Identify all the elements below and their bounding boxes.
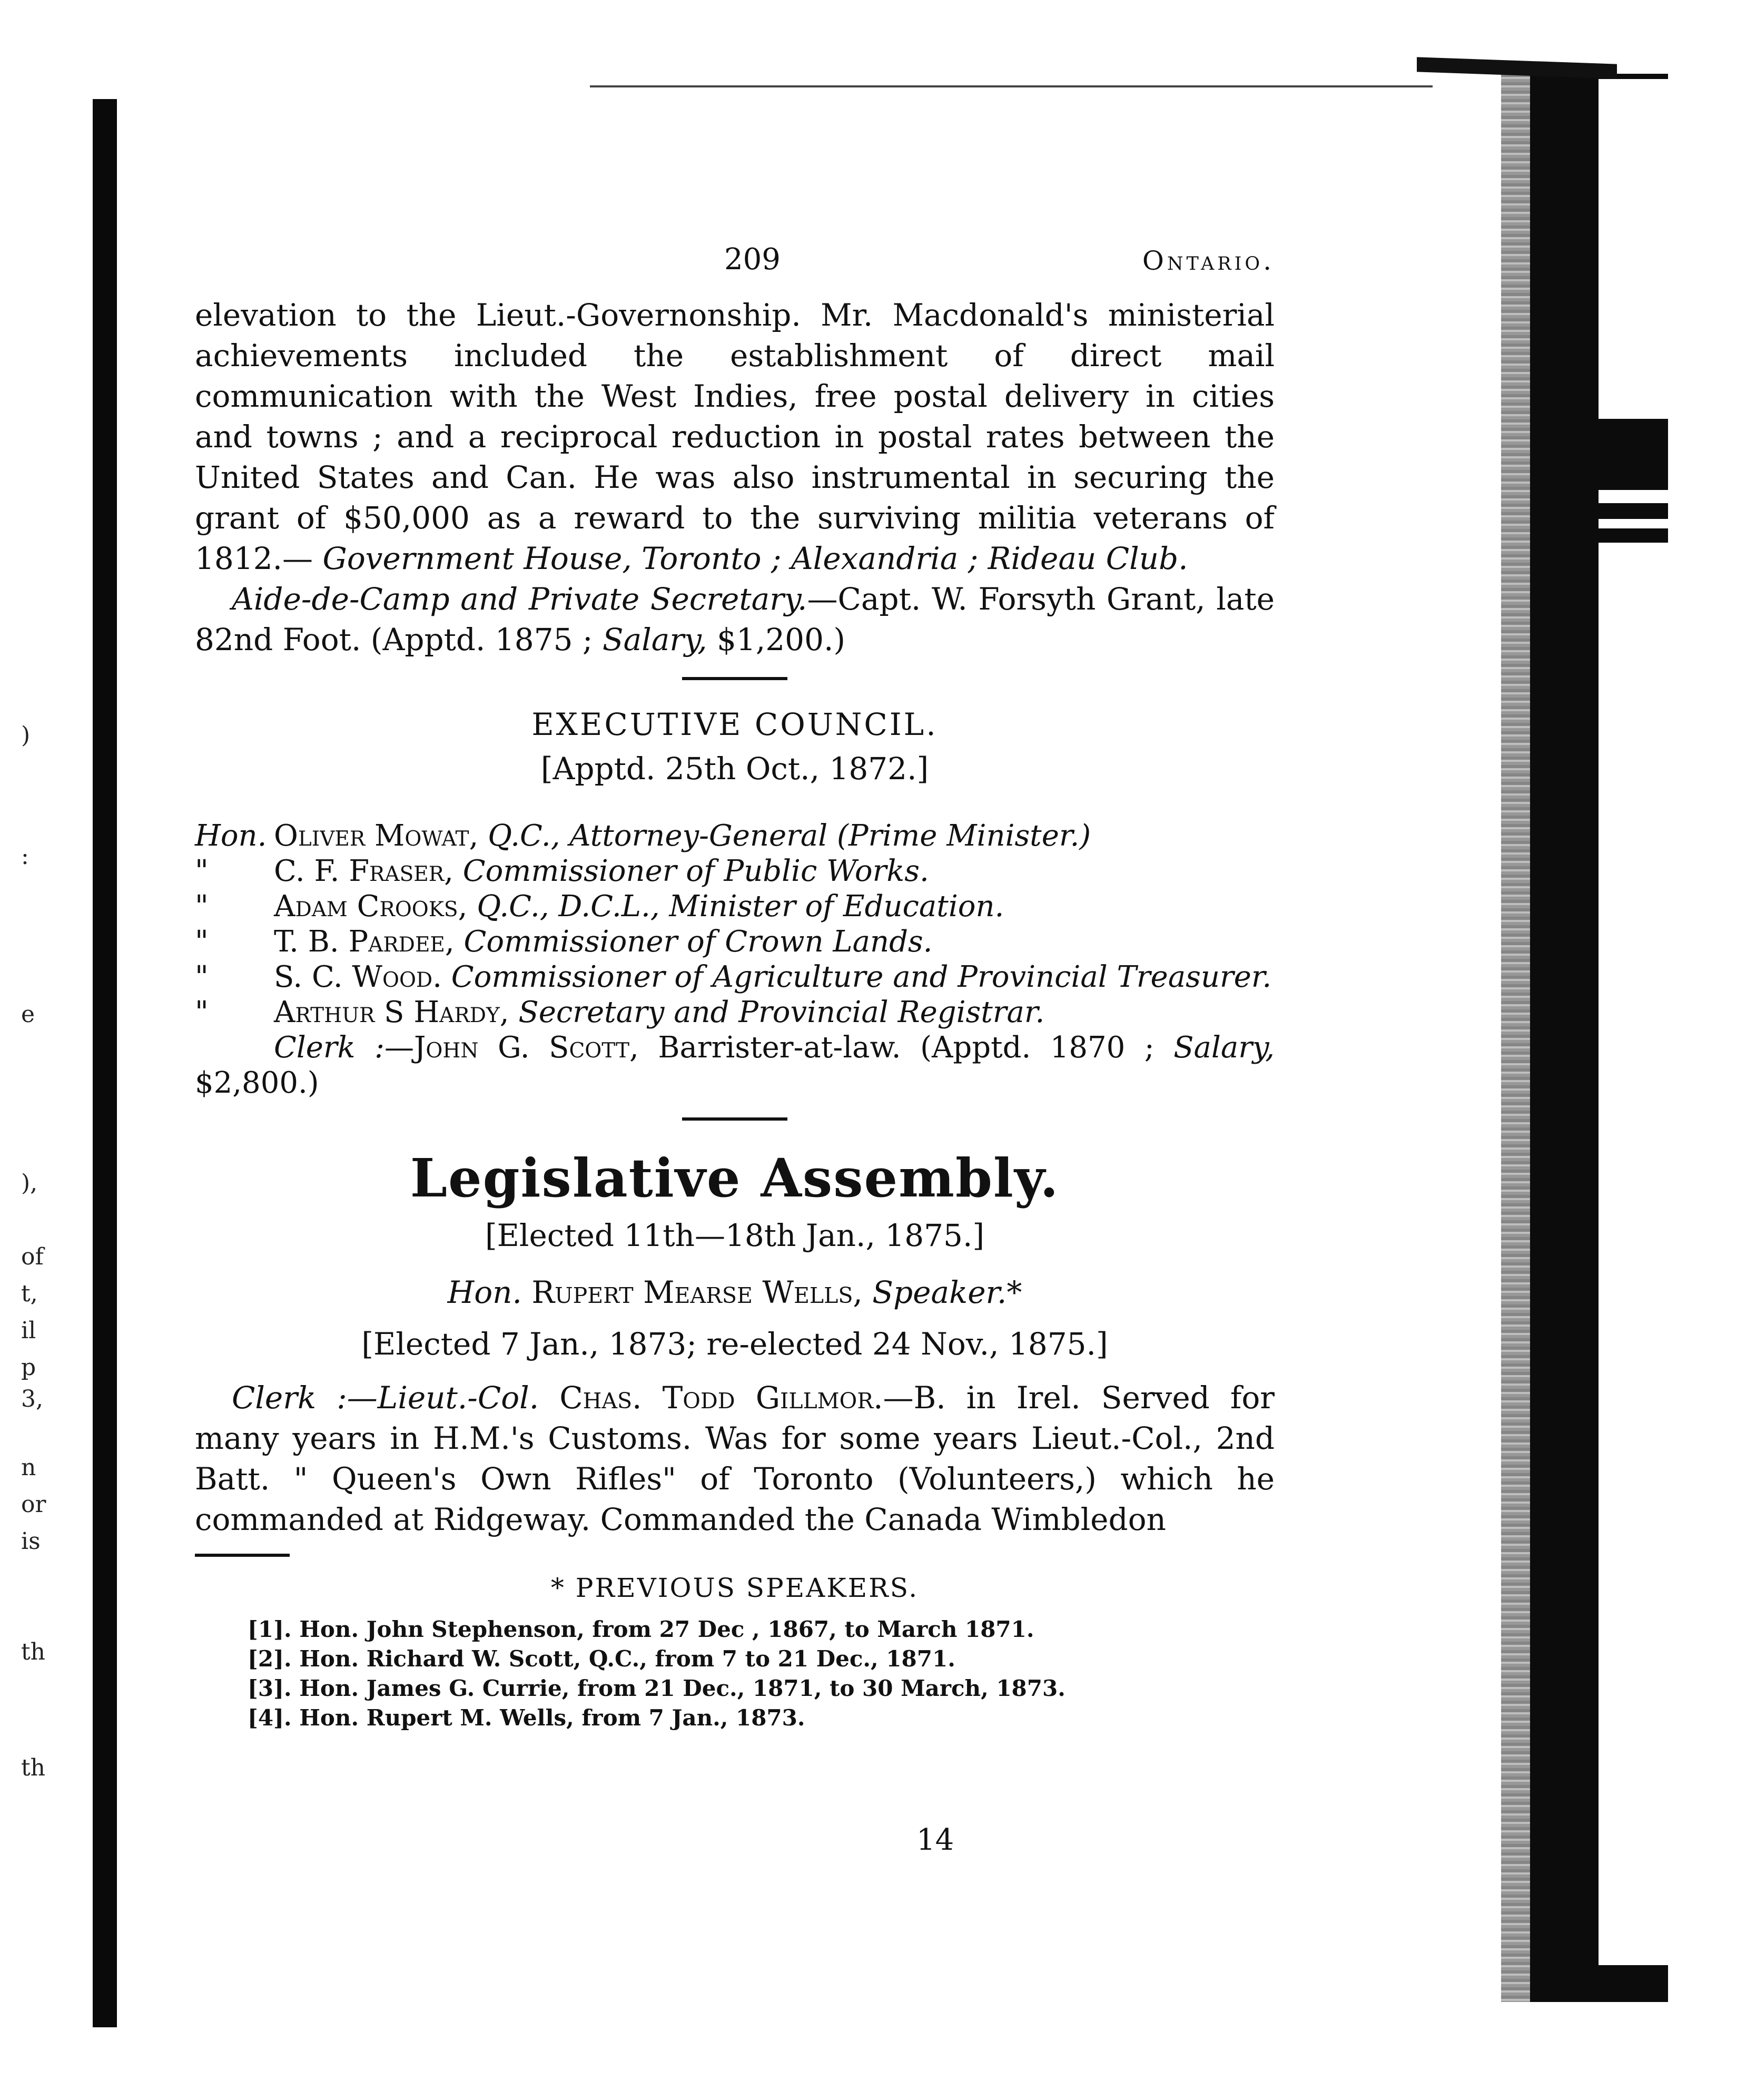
member-role: Secretary and Provincial Registrar. bbox=[509, 995, 1045, 1029]
residence: Government House, Toronto ; Alexandria ; Rideau Club. bbox=[322, 541, 1188, 576]
intro-section bbox=[195, 295, 1275, 660]
footnotes-list bbox=[248, 1615, 1275, 1733]
margin-fragment: is bbox=[21, 1528, 41, 1555]
clerk-salary-value: $2,800.) bbox=[195, 1066, 319, 1100]
aide-salary-label: Salary, bbox=[602, 622, 707, 658]
member-name: Arthur S Hardy, bbox=[274, 995, 509, 1029]
clerk-text: Barrister-at-law. (Apptd. 1870 ; bbox=[638, 1031, 1174, 1065]
page bbox=[195, 242, 1275, 1733]
scan-right-gap bbox=[1599, 519, 1669, 528]
footnotes-title: * PREVIOUS SPEAKERS. bbox=[550, 1573, 919, 1603]
member-row bbox=[195, 889, 1275, 924]
scan-top-line bbox=[590, 85, 1433, 87]
divider bbox=[682, 677, 787, 680]
member-role: Q.C., D.C.L., Minister of Education. bbox=[467, 889, 1004, 924]
intro-text: elevation to the Lieut.-Governonship. Mr. Macdonald's ministerial achievements included the establishment of direct mail communication with the West Indies, free postal delivery in cities and towns ; and a reciprocal reduction in postal rates between the United States and Can. He was also instrumental in securing the grant of $50,000 as a reward to the surviving militia veterans of 1812.— bbox=[195, 297, 1275, 576]
member-row bbox=[195, 818, 1275, 853]
aide-label: Aide-de-Camp and Private Secretary. bbox=[232, 581, 807, 617]
speaker-prefix: Hon. bbox=[447, 1274, 522, 1310]
margin-fragment: e bbox=[21, 1001, 35, 1028]
member-row bbox=[195, 853, 1275, 889]
scan-right-gap bbox=[1599, 79, 1669, 419]
clerk-name: —John G. Scott, bbox=[384, 1031, 639, 1065]
assembly-elected: [Elected 11th—18th Jan., 1875.] bbox=[485, 1218, 985, 1253]
margin-fragment: of bbox=[21, 1243, 44, 1270]
speaker-elected: [Elected 7 Jan., 1873; re-elected 24 Nov., 1875.] bbox=[361, 1326, 1108, 1362]
member-role: Commissioner of Agriculture and Provincial Treasurer. bbox=[442, 960, 1272, 994]
signature-mark: 14 bbox=[916, 1823, 954, 1857]
executive-appointed: [Apptd. 25th Oct., 1872.] bbox=[540, 751, 929, 787]
intro-paragraph bbox=[195, 295, 1275, 579]
margin-fragment: t, bbox=[21, 1280, 38, 1307]
margin-fragment: th bbox=[21, 1638, 46, 1665]
scan-right-gap bbox=[1599, 543, 1669, 1965]
assembly-clerk-text: —B. in Irel. Served for many years in H.M.'s Customs. Was for some years Lieut.-Col., 2nd Batt. " Queen's Own Rifles" of Toronto (Volunteers,) which he commanded at Ridgeway. Commanded the Canada Wimbledon bbox=[195, 1380, 1275, 1537]
scan-left-edge bbox=[93, 99, 117, 2027]
member-prefix: " bbox=[195, 995, 209, 1029]
aide-text: —Capt. W. Forsyth Grant, late 82nd Foot. (Apptd. 1875 ; bbox=[195, 581, 1275, 658]
member-name: Oliver Mowat, bbox=[274, 819, 479, 853]
member-row bbox=[195, 995, 1275, 1030]
member-role: Commissioner of Crown Lands. bbox=[454, 925, 933, 959]
assembly-clerk bbox=[195, 1378, 1275, 1540]
footnote-item: [1]. Hon. John Stephenson, from 27 Dec , 1867, to March 1871. bbox=[248, 1616, 1034, 1642]
clerk-label: Clerk : bbox=[274, 1031, 384, 1065]
running-title: Ontario. bbox=[1142, 246, 1275, 276]
page-header bbox=[195, 242, 1275, 295]
aide-salary-value: $1,200.) bbox=[707, 622, 846, 658]
aide-paragraph bbox=[195, 579, 1275, 660]
assembly-clerk-name: Chas. Todd Gillmor. bbox=[539, 1380, 883, 1416]
assembly-title: Legislative Assembly. bbox=[410, 1147, 1060, 1209]
member-name: T. B. Pardee, bbox=[274, 925, 455, 959]
member-prefix: " bbox=[195, 925, 209, 959]
footnote-item: [2]. Hon. Richard W. Scott, Q.C., from 7 to 21 Dec., 1871. bbox=[248, 1646, 955, 1672]
margin-fragment: or bbox=[21, 1491, 46, 1518]
speaker-line bbox=[195, 1274, 1275, 1310]
scan-right-gap bbox=[1599, 490, 1669, 503]
clerk-salary-label: Salary, bbox=[1173, 1031, 1275, 1065]
member-prefix: " bbox=[195, 854, 209, 888]
member-name: C. F. Fraser, bbox=[274, 854, 453, 888]
member-prefix: Hon. bbox=[195, 819, 267, 853]
page-number: 209 bbox=[724, 242, 781, 277]
executive-clerk bbox=[195, 1030, 1275, 1101]
member-row bbox=[195, 959, 1275, 995]
margin-fragment: th bbox=[21, 1754, 46, 1781]
margin-fragment: ), bbox=[21, 1170, 38, 1196]
member-role: Q.C., Attorney-General (Prime Minister.) bbox=[478, 819, 1091, 853]
executive-title: EXECUTIVE COUNCIL. bbox=[531, 706, 938, 742]
margin-fragment: il bbox=[21, 1317, 36, 1344]
margin-fragment: p bbox=[21, 1354, 36, 1381]
footnote-item: [4]. Hon. Rupert M. Wells, from 7 Jan., 1873. bbox=[248, 1705, 805, 1731]
margin-fragment: 3, bbox=[21, 1386, 43, 1412]
footnote-rule bbox=[195, 1554, 290, 1557]
speaker-role: Speaker.* bbox=[862, 1274, 1022, 1310]
scan-right-noise bbox=[1501, 74, 1533, 2002]
member-name: Adam Crooks, bbox=[274, 889, 468, 924]
member-row bbox=[195, 924, 1275, 959]
divider bbox=[682, 1117, 787, 1121]
executive-members bbox=[195, 818, 1275, 1101]
margin-fragment: n bbox=[21, 1454, 36, 1481]
member-prefix: " bbox=[195, 960, 209, 994]
margin-fragment: : bbox=[21, 843, 29, 870]
member-name: S. C. Wood. bbox=[274, 960, 442, 994]
footnote-item: [3]. Hon. James G. Currie, from 21 Dec., 1871, to 30 March, 1873. bbox=[248, 1675, 1066, 1701]
member-role: Commissioner of Public Works. bbox=[453, 854, 929, 888]
member-prefix: " bbox=[195, 889, 209, 924]
assembly-clerk-label: Clerk :—Lieut.-Col. bbox=[232, 1380, 539, 1416]
speaker-name: Rupert Mearse Wells, bbox=[521, 1274, 863, 1310]
margin-fragment: ) bbox=[21, 722, 31, 749]
